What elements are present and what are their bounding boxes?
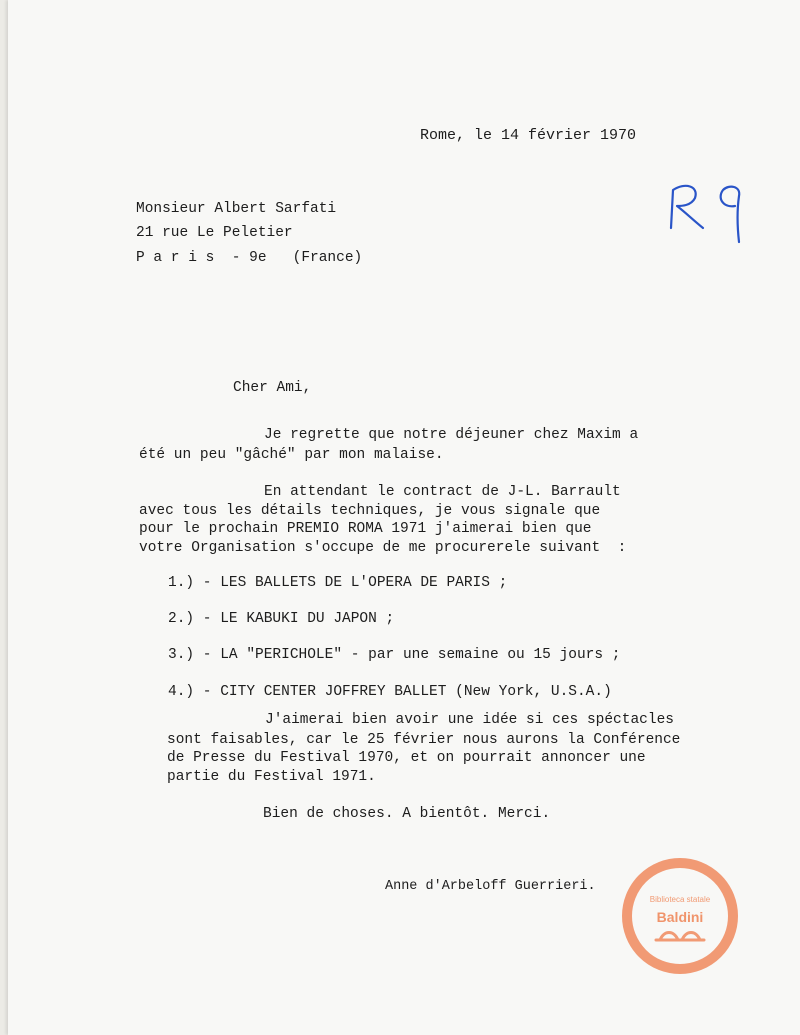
paragraph2-line: En attendant le contract de J-L. Barrault xyxy=(264,484,621,500)
paragraph2-line: pour le prochain PREMIO ROMA 1971 j'aimerai bien que xyxy=(139,521,592,537)
book-icon xyxy=(656,933,704,941)
paragraph3-line: de Presse du Festival 1970, et on pourrait annoncer une xyxy=(167,750,646,766)
recipient-city: P a r i s - 9e (France) xyxy=(136,250,363,266)
paragraph3-line: partie du Festival 1971. xyxy=(167,769,376,785)
paragraph1-line: été un peu "gâché" par mon malaise. xyxy=(139,447,444,463)
paragraph3-line: J'aimerai bien avoir une idée si ces spéctacles xyxy=(265,712,674,728)
handwritten-r9-icon xyxy=(663,176,753,246)
paragraph2-line: avec tous les détails techniques, je vous signale que xyxy=(139,503,601,519)
recipient-name: Monsieur Albert Sarfati xyxy=(136,201,337,217)
list-item: 1.) - LES BALLETS DE L'OPERA DE PARIS ; xyxy=(168,575,508,591)
signature: Anne d'Arbeloff Guerrieri. xyxy=(385,879,596,894)
list-item: 2.) - LE KABUKI DU JAPON ; xyxy=(168,611,395,627)
paragraph2-line: votre Organisation s'occupe de me procurerele suivant : xyxy=(139,540,627,556)
library-stamp xyxy=(620,856,740,976)
list-item: 4.) - CITY CENTER JOFFREY BALLET (New York, U.S.A.) xyxy=(168,684,612,700)
recipient-street: 21 rue Le Peletier xyxy=(136,225,293,241)
paragraph1-line: Je regrette que notre déjeuner chez Maxim a xyxy=(264,427,639,443)
letter-date: Rome, le 14 février 1970 xyxy=(420,127,637,144)
salutation: Cher Ami, xyxy=(233,380,312,396)
library-stamp-icon xyxy=(620,856,740,976)
stamp-library-name: Biblioteca statale xyxy=(649,895,711,904)
list-item: 3.) - LA "PERICHOLE" - par une semaine ou 15 jours ; xyxy=(168,647,621,663)
paragraph3-line: sont faisables, car le 25 février nous aurons la Conférence xyxy=(167,732,681,748)
handwritten-r9-mark xyxy=(663,176,753,246)
closing-line: Bien de choses. A bientôt. Merci. xyxy=(263,806,551,822)
stamp-brand: Baldini xyxy=(656,909,704,925)
